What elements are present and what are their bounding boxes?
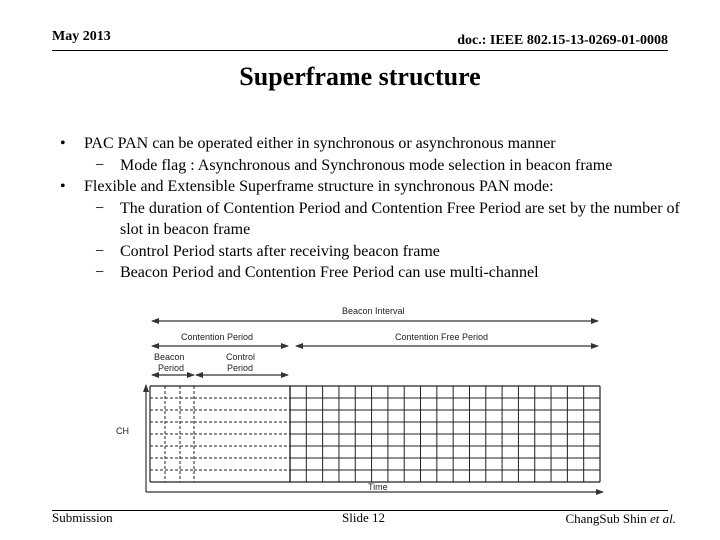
contention-period-label: Contention Period — [181, 332, 254, 342]
dash-marker: − — [95, 156, 105, 174]
contention-free-period-label: Contention Free Period — [395, 332, 489, 342]
beacon-period-label: Beacon — [154, 352, 185, 362]
dash-marker: − — [95, 242, 105, 260]
header-doc-id: doc.: IEEE 802.15-13-0269-01-0008 — [457, 33, 668, 48]
bullet-text: Beacon Period and Contention Free Period can use multi-channel — [120, 264, 539, 281]
bullet-text: Mode flag : Asynchronous and Synchronous mode selection in beacon frame — [120, 156, 613, 174]
footer-slide-number: Slide 12 — [342, 510, 385, 525]
bullet-text: PAC PAN can be operated either in synchronous or asynchronous manner — [84, 135, 556, 152]
bullet-text: Flexible and Extensible Superframe structure in synchronous PAN mode: — [84, 178, 554, 195]
header-date: May 2013 — [52, 29, 111, 44]
bullet-marker: • — [60, 178, 66, 195]
slide-title: Superframe structure — [239, 62, 481, 91]
ch-label: CH — [116, 426, 129, 436]
time-label: Time — [368, 482, 388, 492]
beacon-period-label: Period — [158, 363, 185, 373]
author-suffix: et al. — [650, 511, 676, 526]
control-period-label: Control — [226, 352, 256, 362]
bullet-text: The duration of Contention Period and Contention Free Period are set by the number of slot in beacon frame — [120, 199, 680, 238]
footer-author — [565, 511, 676, 527]
bullet-marker: • — [60, 135, 66, 152]
bullet-text: Control Period starts after receiving beacon frame — [120, 242, 440, 260]
dash-marker: − — [95, 264, 105, 281]
dash-marker: − — [95, 199, 105, 217]
slot-grid — [150, 386, 600, 482]
control-period-label: Period — [227, 363, 254, 373]
beacon-interval-label: Beacon Interval — [342, 306, 405, 316]
footer-submission: Submission — [52, 510, 113, 525]
author-name: ChangSub Shin — [565, 511, 650, 526]
